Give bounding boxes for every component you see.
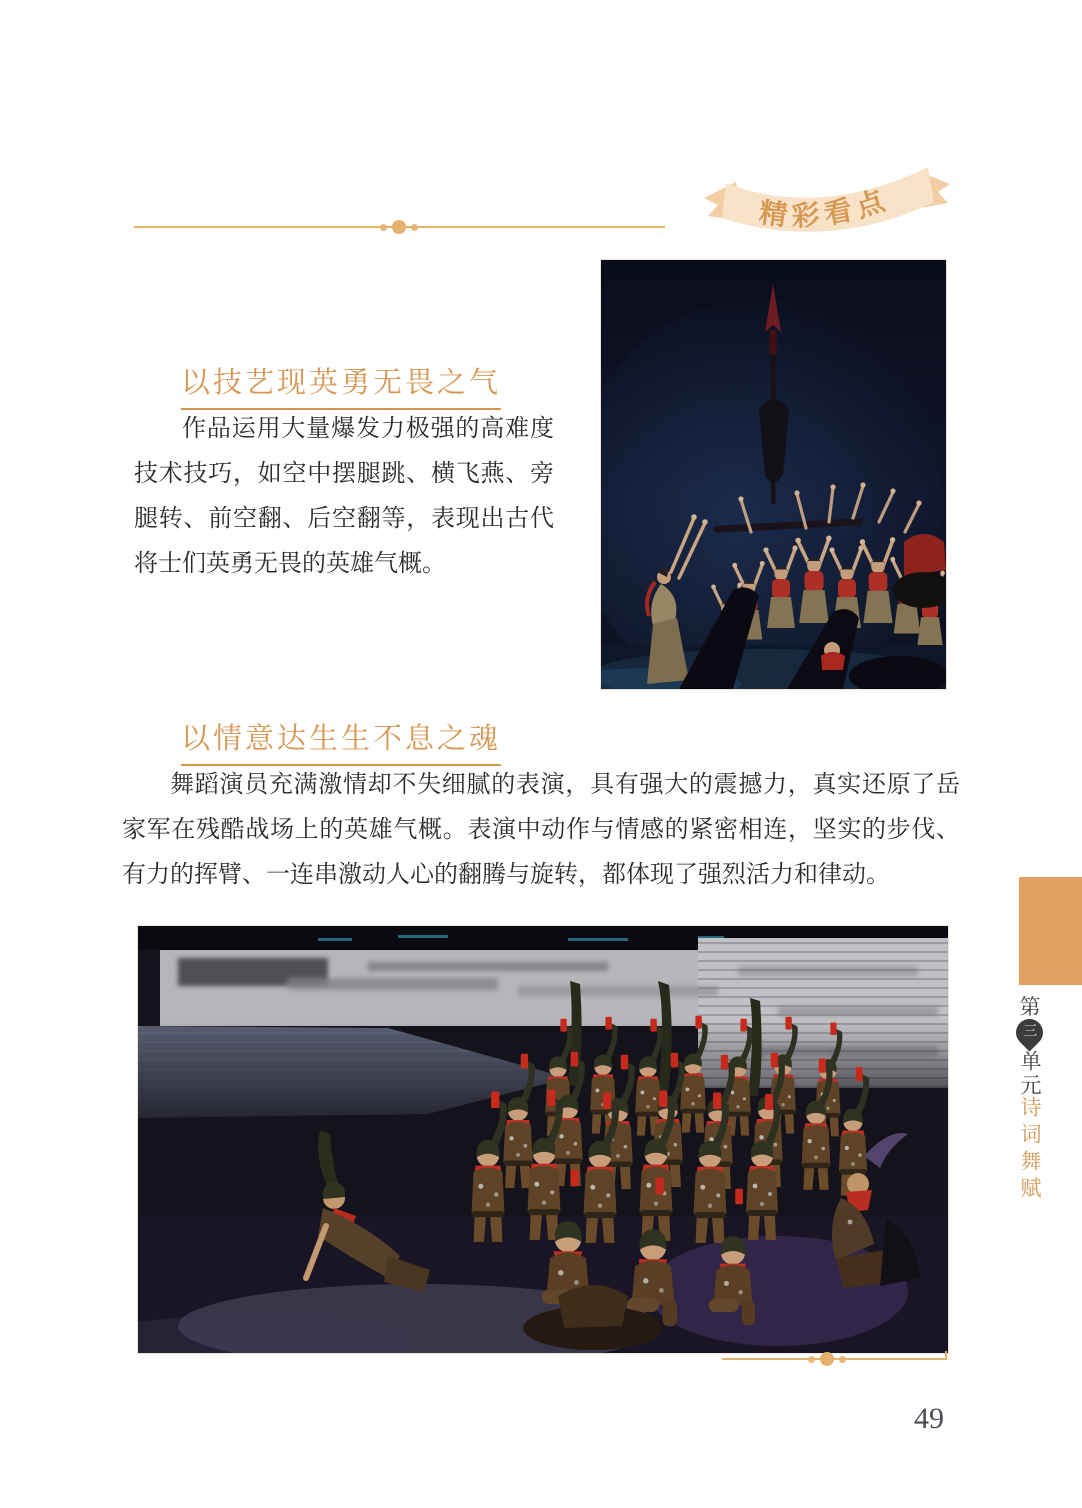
unit-color-block [1019,877,1082,985]
dot-icon [820,1352,834,1366]
unit-prefix: 第 [1019,995,1041,1019]
ribbon-label: 精彩看点 [757,184,895,233]
bottom-divider-tick [945,1351,947,1360]
page-number: 49 [914,1402,944,1435]
dot-icon [839,1356,846,1363]
dot-icon [411,224,418,231]
section-body-1: 作品运用大量爆发力极强的高难度技术技巧，如空中摆腿跳、横飞燕、旁腿转、前空翻、后空翻等，表现出古代将士们英勇无畏的英雄气概。 [134,416,554,577]
stage-photo-spear-formation [600,259,947,690]
section-heading-2: 以情意达生生不息之魂 [181,716,501,766]
dot-icon [392,220,406,234]
unit-title: 诗词舞赋 [1018,1096,1042,1204]
stage-photo-group-formation [137,925,949,1354]
unit-number: 三 [1022,1024,1037,1040]
section-heading-1: 以技艺现英勇无畏之气 [181,360,501,410]
section-body-2: 舞蹈演员充满激情却不失细腻的表演，具有强大的震撼力，真实还原了岳家军在残酷战场上的英雄气概。表演中动作与情感的紧密相连，坚实的步伐、有力的挥臂、一连串激动人心的翻腾与旋转，都体现了强烈活力和律动。 [122,772,960,888]
highlights-ribbon [700,158,954,250]
unit-suffix: 单元 [1018,1050,1042,1098]
dot-icon [808,1356,815,1363]
dot-icon [380,224,387,231]
top-divider-dots-icon [380,220,418,234]
bottom-divider-dots-icon [808,1352,846,1366]
svg-text:精彩看点 [757,183,894,233]
unit-number-badge [1010,1013,1048,1051]
